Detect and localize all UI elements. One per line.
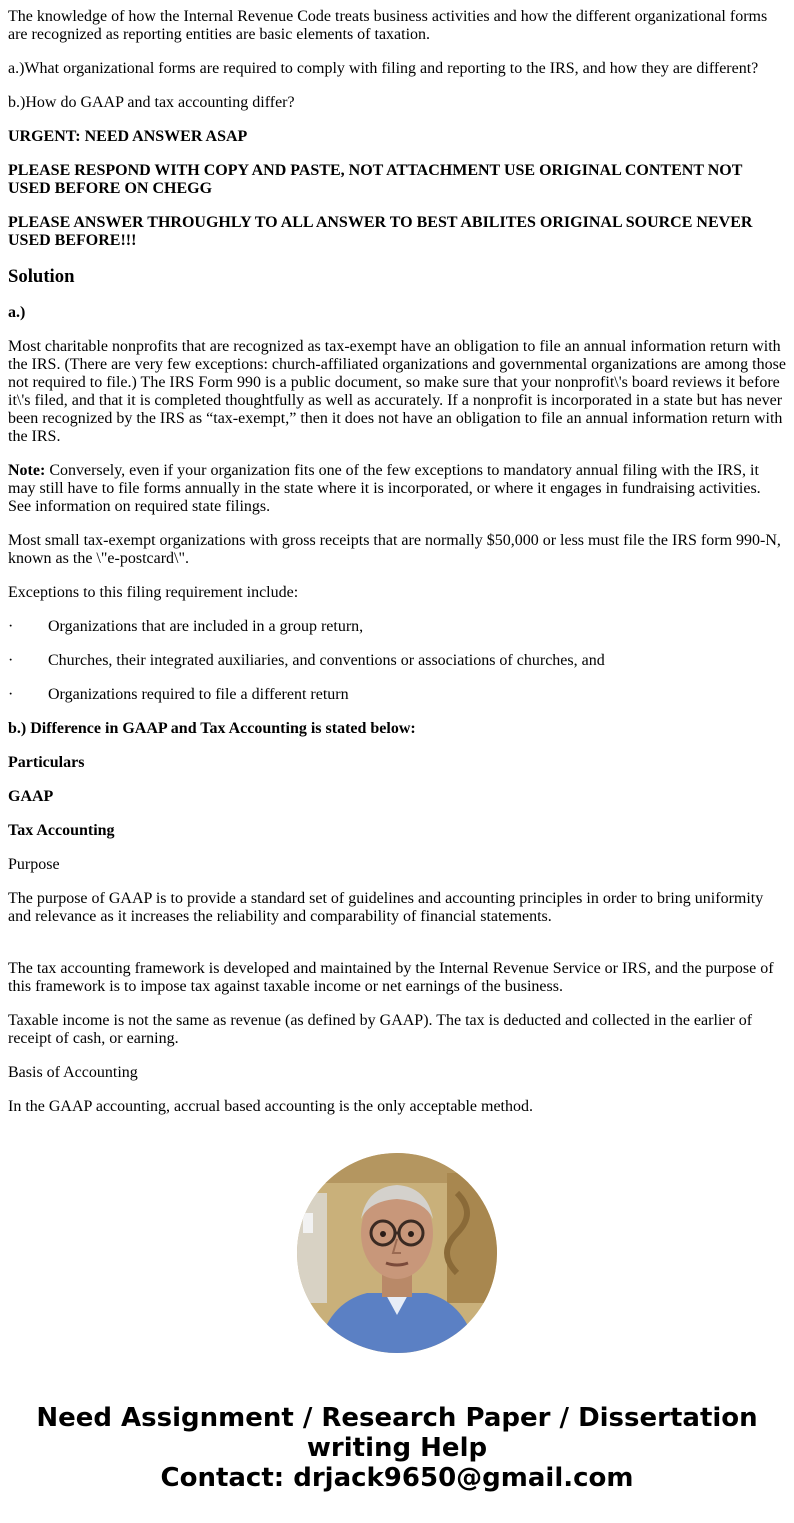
column-particulars: Particulars	[8, 754, 85, 771]
list-item	[8, 686, 786, 704]
document-body	[8, 8, 786, 1132]
note-text: Conversely, even if your organization fits one of the few exceptions to mandatory annual filing with the IRS, it may still have to file forms annually in the state where it is incorporated, or where it engages in fundraising activities. See information on required state filings.	[8, 462, 761, 515]
thorough-note: PLEASE ANSWER THROUGHLY TO ALL ANSWER TO BEST ABILITES ORIGINAL SOURCE NEVER USED BEFORE!!!	[8, 214, 753, 249]
column-tax-accounting: Tax Accounting	[8, 822, 115, 839]
question-part-b: b.)How do GAAP and tax accounting differ?	[8, 94, 295, 111]
bullet-mark: ·	[8, 686, 14, 703]
taxable-income-note: Taxable income is not the same as revenue (as defined by GAAP). The tax is deducted and collected in the earlier of receipt of cash, or earning.	[8, 1012, 753, 1047]
list-item	[8, 652, 786, 670]
answer-a-paragraph-2: Most small tax-exempt organizations with gross receipts that are normally $50,000 or less must file the IRS form 990-N, known as the \"e-postcard\".	[8, 532, 781, 567]
contact-email: Contact: drjack9650@gmail.com	[160, 1463, 634, 1493]
author-avatar	[297, 1153, 497, 1353]
exceptions-intro: Exceptions to this filing requirement include:	[8, 584, 299, 601]
copy-paste-note: PLEASE RESPOND WITH COPY AND PASTE, NOT ATTACHMENT USE ORIGINAL CONTENT NOT USED BEFORE ON CHEGG	[8, 162, 743, 197]
bullet-mark: ·	[8, 618, 14, 635]
basis-gaap: In the GAAP accounting, accrual based accounting is the only acceptable method.	[8, 1098, 533, 1115]
answer-a-paragraph-1: Most charitable nonprofits that are recognized as tax-exempt have an obligation to file an annual information return with the IRS. (There are very few exceptions: church-affiliated organizations and governmental organizations are among those not required to file.) The IRS Form 990 is a public document, so make sure that your nonprofit\'s board reviews it before it\'s filed, and that it is completed thoughtfully as well as accurately. If a nonprofit is incorporated in a state but has never been recognized by the IRS as “tax-exempt,” then it does not have an obligation to file an annual information return with the IRS.	[8, 338, 786, 445]
bullet-mark: ·	[8, 652, 14, 669]
question-part-a: a.)What organizational forms are required to comply with filing and reporting to the IRS, and how they are different?	[8, 60, 759, 77]
row-purpose-label: Purpose	[8, 856, 60, 873]
promo-footer	[0, 1403, 794, 1493]
list-item-text: Organizations that are included in a group return,	[48, 618, 364, 635]
author-photo	[297, 1153, 497, 1353]
question-intro: The knowledge of how the Internal Revenue Code treats business activities and how the different organizational forms are recognized as reporting entities are basic elements of taxation.	[8, 8, 768, 43]
blank-line	[8, 942, 786, 960]
purpose-tax: The tax accounting framework is developed and maintained by the Internal Revenue Service or IRS, and the purpose of this framework is to impose tax against taxable income or net earnings of the business.	[8, 960, 774, 995]
row-basis-label: Basis of Accounting	[8, 1064, 138, 1081]
column-gaap: GAAP	[8, 788, 54, 805]
part-a-label: a.)	[8, 304, 26, 321]
promo-headline: Need Assignment / Research Paper / Dissertation writing Help	[36, 1403, 758, 1463]
list-item-text: Organizations required to file a different return	[48, 686, 349, 703]
note-paragraph	[8, 462, 786, 516]
part-b-heading: b.) Difference in GAAP and Tax Accounting is stated below:	[8, 720, 416, 737]
solution-heading: Solution	[8, 266, 75, 287]
list-item	[8, 618, 786, 636]
urgent-note: URGENT: NEED ANSWER ASAP	[8, 128, 248, 145]
purpose-gaap: The purpose of GAAP is to provide a standard set of guidelines and accounting principles in order to bring uniformity and relevance as it increases the reliability and comparability of financial statements.	[8, 890, 764, 925]
note-label: Note:	[8, 462, 46, 479]
list-item-text: Churches, their integrated auxiliaries, and conventions or associations of churches, and	[48, 652, 605, 669]
